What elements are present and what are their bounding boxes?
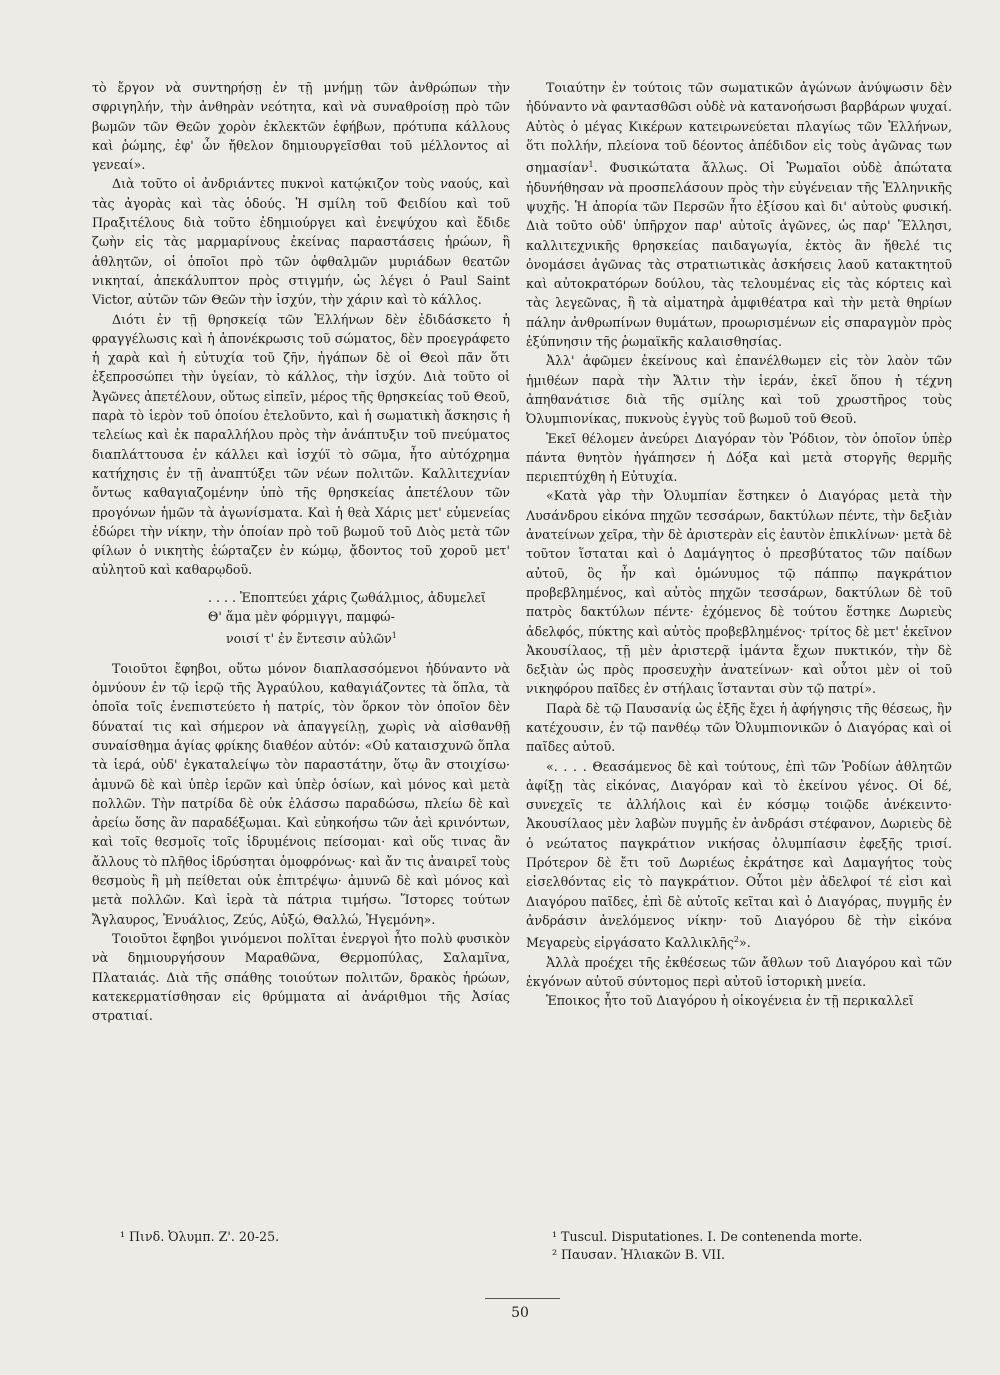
paragraph: Ἀλλ' ἀφῶμεν ἐκείνους καὶ ἐπανέλθωμεν εἰς τὸν λαὸν τῶν ἡμιθέων παρὰ τὴν Ἄλτιν τὴν ἱεράν, ἐκεῖ ὅπου ἡ τέχνη ἀπηθανάτισε διὰ τῆς σμίλης καὶ τοῦ χρωστῆρος τοὺς Ὀλυμπιονίκας, πυκνοὺς ἐγγὺς τοῦ βωμοῦ τοῦ Θεοῦ. — [526, 353, 952, 427]
verse-line: νοισί τ' ἐν ἔντεσιν αὐλῶν$^1$ — [226, 631, 397, 647]
footnote-marker: 2 — [733, 935, 740, 945]
verse-quote — [208, 588, 510, 649]
paragraph: Ἐποικος ἦτο τοῦ Διαγόρου ἡ οἰκογένεια ἐν τῇ περικαλλεῖ — [546, 993, 914, 1009]
verse-line: Θ' ἅμα μὲν φόρμιγγι, παμφώ- — [208, 609, 395, 625]
paragraph: «Κατὰ γὰρ τὴν Ὀλυμπίαν ἕστηκεν ὁ Διαγόρας μετὰ τὴν Λυσάνδρου εἰκόνα πηχῶν τεσσάρων, δακτύλων πέντε, τὴν δεξιὰν ἀνατείνων χεῖρα, τὴν δὲ ἀριστερὰν εἰς ἑαυτὸν ἐπικλίνων· μετὰ δὲ τοῦτον ἵσταται καὶ ὁ Δαμάγητος ὁ πρεσβύτατος τῶν παίδων αὐτοῦ, ὃς ἦν καὶ ὁμώνυμος τῷ πάππῳ παγκράτιον προβεβλημένος, καὶ αὐτὸς πηχῶν τεσσάρων, δακτύλων δὲ τοῦ πατρὸς δακτύλων πέντε· ἐχόμενος δὲ τούτου ἕστηκε Δωριεὺς ἀδελφός, πύκτης καὶ αὐτὸς προβεβλημένος· τρίτος δὲ μετ' ἐκεῖνον Ἀκουσίλαος, τῇ μὲν ἀριστερᾷ ἱμάντα ἔχων πυκτικόν, τὴν δὲ δεξιὰν ὡς πρὸς προσευχὴν ἀνατείνων· καὶ οὗτοι μὲν οἱ τοῦ νικηφόρου παῖδες ἐν στήλαις ἵστανται σὺν τῷ πατρί». — [526, 488, 952, 697]
page-number: 50 — [511, 1305, 529, 1321]
footnote-marker: 1 — [391, 631, 397, 641]
left-column — [92, 78, 510, 1025]
footnote: ¹ Tuscul. Disputationes. I. De contenenda morte. — [552, 1229, 863, 1244]
paragraph: Παρὰ δὲ τῷ Παυσανίᾳ ὡς ἑξῆς ἔχει ἡ ἀφήγησις τῆς θέσεως, ἣν κατέχουσιν, ἐν τῷ πανθέῳ τῶν Ὀλυμπιονικῶν ὁ Διαγόρας καὶ οἱ παῖδες αὐτοῦ. — [526, 700, 952, 755]
right-column — [526, 78, 952, 1011]
page-number-rule — [485, 1298, 560, 1299]
paragraph: Διότι ἐν τῇ θρησκείᾳ τῶν Ἑλλήνων δὲν ἐδιδάσκετο ἡ φραγγέλωσις καὶ ἡ ἀπονέκρωσις τοῦ σώματος, δὲν προεγράφετο ἡ χαρὰ καὶ ἡ εὐτυχία τοῦ ζῆν, ἠγάπων δὲ οἱ Θεοὶ πᾶν ὅτι ἐξεπροσώπει τὴν ὑγείαν, τὸ κάλλος, τὴν ἰσχύν. Διὰ τοῦτο οἱ Ἀγῶνες ἀπετέλουν, οὕτως εἰπεῖν, μέρος τῆς θρησκείας τοῦ Θεοῦ, παρὰ τὸ ἱερὸν τοῦ ὁποίου ἐτελοῦντο, καὶ ἡ σωματικὴ ἄσκησις ἡ τελείως καὶ ἐκ παραλλήλου πρὸς τὴν ἀνάπτυξιν τοῦ πνεύματος διαπλάττουσα ἐν κάλλει καὶ ἰσχύϊ τὸ σῶμα, ἦτο αὐτόχρημα κατήχησις ἐν τῇ ἀναπτύξει τῶν νέων πολιτῶν. Καλλιτεχνίαν ὄντως καθαγιαζομένην ὑπὸ τῆς θρησκείας ἀπετέλουν τῶν προγόνων ἡμῶν τὰ ἀγωνίσματα. Καὶ ἡ θεὰ Χάρις μετ' εὐμενείας ἐδώρει τὴν νίκην, τὴν ὁποίαν πρὸ τοῦ βωμοῦ τοῦ Διὸς μετὰ τῶν φίλων ὁ νικητὴς ἑώρταζεν ἐν κώμῳ, ᾄδοντος τοῦ χοροῦ μετ' αὐλητοῦ καὶ καθαρῳδοῦ. — [92, 311, 510, 578]
paragraph: «. . . . Θεασάμενος δὲ καὶ τούτους, ἐπὶ τῶν Ῥοδίων ἀθλητῶν ἀφίξῃ τὰς εἰκόνας, Διαγόραν καὶ τὸ ἐκείνου γένος. Οἱ δέ, συνεχεῖς τε ἀλλήλοις καὶ ἐν κόσμῳ τοιῷδε ἀνέκειντο· Ἀκουσίλαος μὲν λαβὼν πυγμῆς ἐν ἀνδράσι στέφανον, Δωριεὺς δὲ ὁ νεώτατος παγκράτιον νικήσας ὀλυμπίασιν ἐφεξῆς τρισί. Πρότερον δὲ ἔτι τοῦ Δωριέως ἐκράτησε καὶ Δαμαγήτος τοὺς εἰσελθόντας εἰς τὸ παγκράτιον. Οὗτοι μὲν ἀδελφοί τέ εἰσι καὶ Διαγόρου παῖδες, ἐπὶ δὲ αὐτοῖς κεῖται καὶ ὁ Διαγόρας, πυγμῆς ἐν ἀνδράσιν ἀνελόμενος νίκην· τοῦ Διαγόρου δὲ τὴν εἰκόνα Μεγαρεὺς εἰργάσατο Καλλικλῆς$^2$». — [526, 758, 952, 951]
paragraph: Τοιοῦτοι ἔφηβοι, οὕτω μόνον διαπλασσόμενοι ἠδύναντο νὰ ὀμνύουν ἐν τῷ ἱερῷ τῆς Ἀγραύλου, καθαγιάζοντες τὰ ὅπλα, τὰ ὁποῖα τοῖς ἐνεπιστεύετο ἡ πατρίς, τὸν ὅρκον τὸν ὁποῖον δὲν δύναταί τις καὶ σήμερον νὰ ἀπαγγείλῃ, χωρὶς νὰ αἰσθανθῇ συναίσθημα ἁγίας φρίκης διαθέον αὐτόν: «Οὐ καταισχυνῶ ὅπλα τὰ ἱερά, οὐδ' ἐγκαταλείψω τὸν παραστάτην, ὅτῳ ἂν στοιχίσω· ἀμυνῶ δὲ καὶ ὑπὲρ ἱερῶν καὶ ὑπὲρ ὁσίων, καὶ μόνος καὶ μετὰ πολλῶν. Τὴν πατρίδα δὲ οὐκ ἐλάσσω παραδώσω, πλείω δὲ καὶ ἀρείω ὅσης ἂν παραδέξωμαι. Καὶ εὐηκοήσω τῶν ἀεὶ κρινόντων, καὶ τοῖς θεσμοῖς τοῖς ἱδρυμένοις πείσομαι· καὶ οὕς τινας ἂν ἄλλους τὸ πλῆθος ἱδρύσηται ὁμοφρόνως· καὶ ἄν τις ἀναιρεῖ τοὺς θεσμοὺς ἢ μὴ πείθεται οὐκ ἐπιτρέψω· ἀμυνῶ δὲ καὶ μόνος καὶ μετὰ πολλῶν. Καὶ ἱερὰ τὰ πάτρια τιμήσω. Ἵστορες τούτων Ἄγλαυρος, Ἐνυάλιος, Ζεύς, Αὐξώ, Θαλλώ, Ἡγεμόνη». — [92, 660, 510, 927]
footnote-left: ¹ Πινδ. Ὀλυμπ. Ζ'. 20-25. — [120, 1229, 280, 1244]
verse-line: . . . . Ἐποπτεύει χάρις ζωθάλμιος, ἀδυμελεῖ — [208, 589, 486, 605]
paragraph: Διὰ τοῦτο οἱ ἀνδριάντες πυκνοὶ κατῴκιζον τοὺς ναούς, καὶ τὰς ἀγορὰς καὶ τὰς ὁδούς. Ἡ σμίλη τοῦ Φειδίου καὶ τοῦ Πραξιτέλους διὰ τοῦτο ἐδημιούργει καὶ ἐνεψύχου καὶ ἔδιδε ζωὴν εἰς τὰς μαρμαρίνους ἐκείνας παραστάσεις ἡρώων, ἢ ἀθλητῶν, οἱ ὁποῖοι πρὸ τῶν ὀφθαλμῶν μυριάδων θεατῶν νικηταί, ἀπεκάλυπτον πρὸς στιγμήν, ὡς λέγει ὁ Paul Saint Victor, αὐτῶν τῶν Θεῶν τὴν ἰσχύν, τὴν χάριν καὶ τὸ κάλλος. — [92, 176, 510, 308]
paragraph: Τοιοῦτοι ἔφηβοι γινόμενοι πολῖται ἐνεργοὶ ἦτο πολὺ φυσικὸν νὰ δημιουργήσουν Μαραθῶνα, Θερμοπύλας, Σαλαμῖνα, Πλαταιάς. Διὰ τῆς σπάθης τοιούτων πολιτῶν, δρακὸς ἡρώων, κατεκερματίσθησαν εἰς θρύμματα αἱ ἀνάριθμοι τῆς Ἀσίας στρατιαί. — [92, 930, 510, 1024]
footnote-marker: 1 — [588, 160, 594, 170]
paragraph: Ἐκεῖ θέλομεν ἀνεύρει Διαγόραν τὸν Ῥόδιον, τὸν ὁποῖον ὑπὲρ πάντα θνητὸν ἠγάπησεν ἡ Δόξα καὶ μετὰ στοργῆς θερμῆς περιεπτύχθη ἡ Εὐτυχία. — [526, 430, 952, 485]
paragraph: Τοιαύτην ἐν τούτοις τῶν σωματικῶν ἀγώνων ἀνύψωσιν δὲν ἠδύναντο νὰ φαντασθῶσι οὐδὲ νὰ κατανοήσωσι βαρβάρων ψυχαί. Αὐτὸς ὁ μέγας Κικέρων κατειρωνεύεται πλαγίως τῶν Ἑλλήνων, ὅτι πολλήν, πλείονα τοῦ δέοντος ἀπέδιδον εἰς τοὺς ἀγῶνας των σημασίαν$^1$. Φυσικώτατα ἄλλως. Οἱ Ῥωμαῖοι οὐδὲ ἀπώτατα ἠδυνήθησαν νὰ προσπελάσουν πρὸς τὴν εὐγένειαν τῆς Ἑλληνικῆς ψυχῆς. Ἡ ἀπορία τῶν Περσῶν ἦτο ἐξίσου καὶ δι' αὐτοὺς φυσική. Διὰ τοῦτο οὐδ' ὑπῆρχον παρ' αὐτοῖς ἀγῶνες, ὡς παρ' Ἕλλησι, καλλιτεχνικῆς θρησκείας παιδαγωγία, ἐκτὸς ἂν ἤθελέ τις ὀνομάσει ἀγῶνας τὰς στρατιωτικὰς ἀσκήσεις λαοῦ κατακτητοῦ καὶ αὐτοκρατόρων δούλου, τὰς τελουμένας εἰς τὰς κόρτεις καὶ τὰς λεγεῶνας, ἢ τὰ αἱματηρὰ ἀμφιθέατρα καὶ τὴν μετὰ θηρίων πάλην ἀνθρωπίνων θυμάτων, προωρισμένων εἰς σπαραγμὸν πρὸς ἐξύπνησιν τῆς ῥωμαϊκῆς καλαισθησίας. — [526, 80, 952, 350]
footnotes-right — [552, 1228, 862, 1264]
paragraph: τὸ ἔργον νὰ συντηρήσῃ ἐν τῇ μνήμῃ τῶν ἀνθρώπων τὴν σφριγηλήν, τὴν ἀνθηρὰν νεότητα, καὶ νὰ συναθροίσῃ πρὸ τῶν βωμῶν τῶν Θεῶν χορὸν ἐκλεκτῶν ἐφήβων, πρότυπα κάλλους καὶ ῥώμης, ἐφ' ὧν ἤθελον δημιουργεῖσθαι τοῦ μέλλοντος αἱ γενεαί». — [92, 80, 510, 173]
paragraph: Ἀλλὰ προέχει τῆς ἐκθέσεως τῶν ἄθλων τοῦ Διαγόρου καὶ τῶν ἐκγόνων αὐτοῦ σύντομος περὶ αὐτοῦ ἱστορικὴ μνεία. — [526, 954, 952, 990]
footnote: ² Παυσαν. Ἠλιακῶν Β. VII. — [552, 1247, 726, 1262]
